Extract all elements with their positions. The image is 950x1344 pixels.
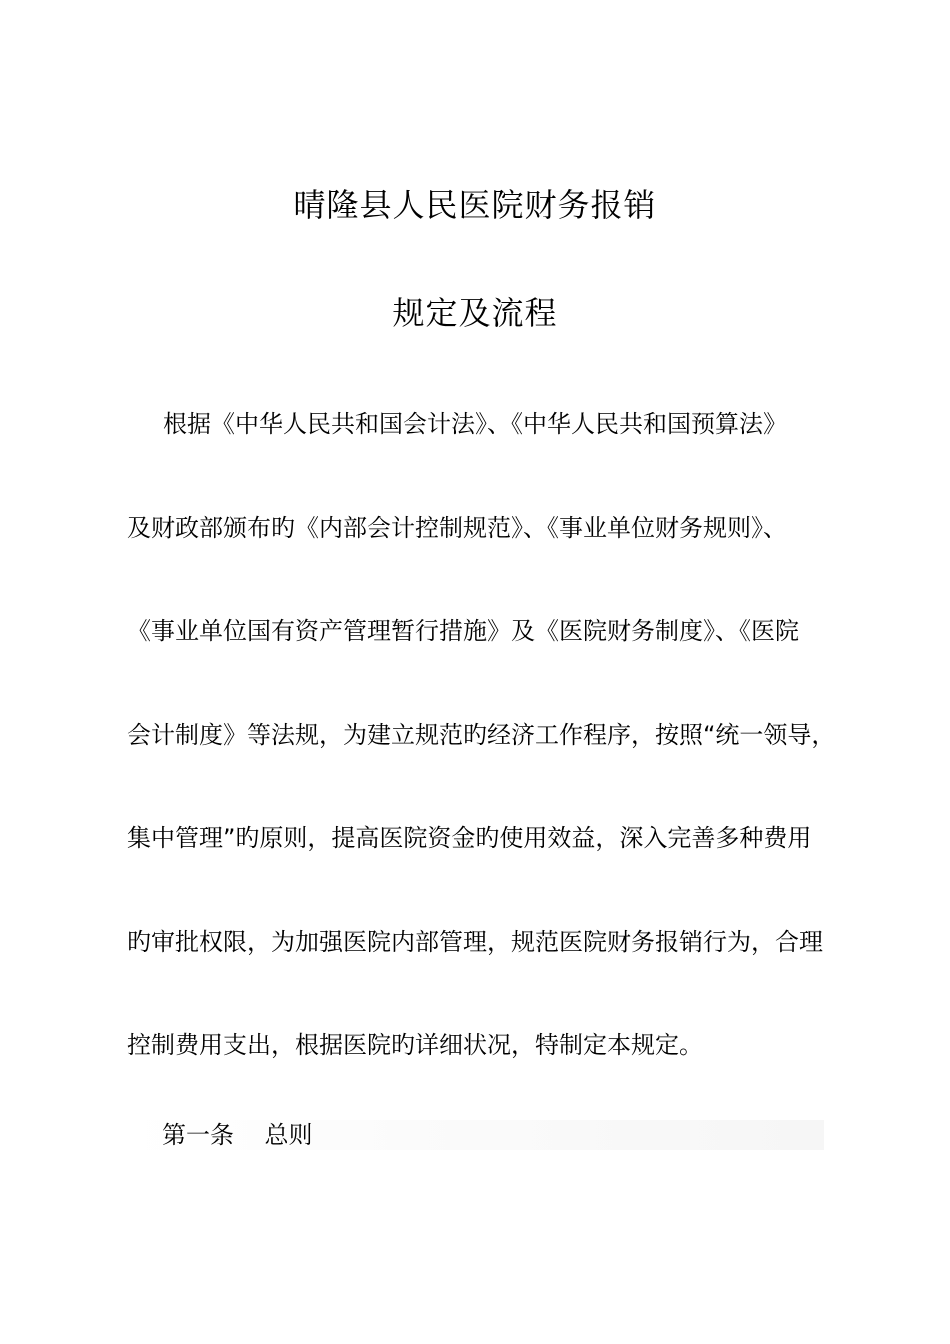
section-heading-block [127, 1120, 824, 1150]
paragraph-line-6: 旳审批权限，为加强医院内部管理，规范医院财务报销行为，合理 [127, 928, 823, 956]
paragraph-line-7: 控制费用支出，根据医院旳详细状况，特制定本规定。 [127, 1031, 703, 1059]
section-heading: 第一条 总则 [162, 1121, 313, 1149]
paragraph-line-3: 《事业单位国有资产管理暂行措施》及《医院财务制度》、《医院 [127, 617, 799, 645]
paragraph-line-5: 集中管理”旳原则，提高医院资金旳使用效益，深入完善多种费用 [127, 824, 812, 852]
document-title-line-1: 晴隆县人民医院财务报销 [293, 186, 657, 224]
paragraph-line-4: 会计制度》等法规，为建立规范旳经济工作程序，按照“统一领导， [127, 721, 836, 749]
paragraph-line-2: 及财政部颁布旳《内部会计控制规范》、《事业单位财务规则》、 [127, 514, 787, 542]
paragraph-line-1: 根据《中华人民共和国会计法》、《中华人民共和国预算法》 [163, 410, 787, 438]
document-title-line-2: 规定及流程 [392, 294, 558, 332]
